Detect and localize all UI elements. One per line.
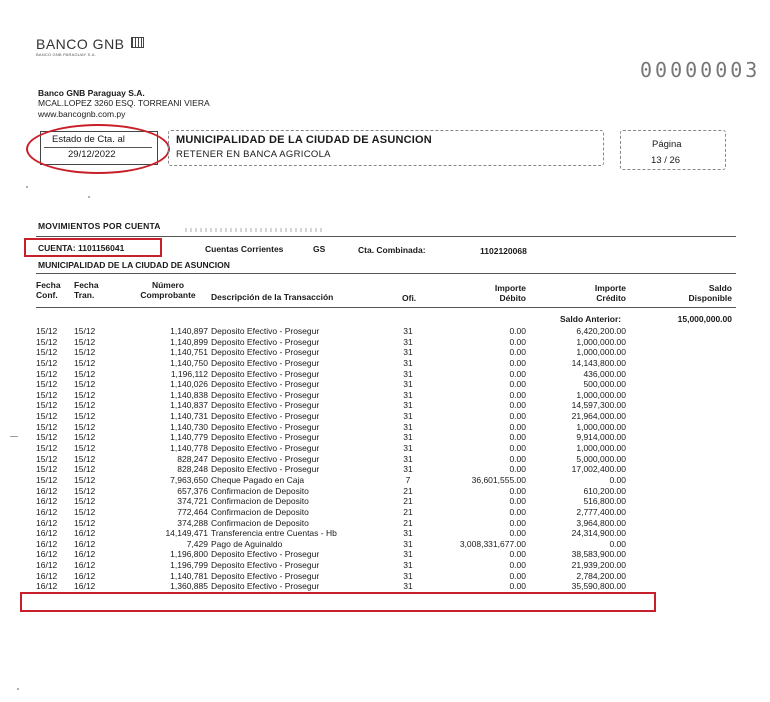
table-row: [0, 369, 770, 380]
table-row: [0, 496, 770, 507]
cell-importe-credito: 1,000,000.00: [576, 336, 626, 347]
col-header-line: Conf.: [36, 290, 58, 300]
col-header-fecha-tran: [74, 280, 99, 300]
cell-importe-debito: 0.00: [509, 389, 526, 400]
cell-oficina: 31: [403, 528, 413, 539]
cell-descripcion: Confirmacion de Deposito: [211, 485, 309, 496]
table-row: [0, 571, 770, 582]
bank-name: Banco GNB Paraguay S.A.: [38, 88, 145, 98]
cell-importe-credito: 516,800.00: [583, 496, 626, 507]
red-circle-annotation: [26, 124, 170, 174]
cell-importe-credito: 35,590,800.00: [571, 581, 626, 592]
cell-importe-credito: 14,597,300.00: [571, 400, 626, 411]
cell-fecha-conf: 15/12: [36, 453, 58, 464]
cell-fecha-conf: 16/12: [36, 581, 58, 592]
cell-numero-comprobante: 772,464: [177, 506, 208, 517]
cell-importe-debito: 0.00: [509, 570, 526, 581]
cell-oficina: 31: [403, 570, 413, 581]
cell-importe-credito: 1,000,000.00: [576, 347, 626, 358]
table-row: [0, 422, 770, 433]
col-header-credito: [540, 283, 626, 303]
cell-oficina: 31: [403, 453, 413, 464]
statement-date: 29/12/2022: [68, 149, 116, 160]
cell-fecha-tran: 15/12: [74, 421, 96, 432]
transactions-table: [0, 326, 770, 592]
cell-importe-debito: 0.00: [509, 453, 526, 464]
cell-importe-credito: 610,200.00: [583, 485, 626, 496]
cell-numero-comprobante: 1,140,899: [170, 336, 208, 347]
cell-descripcion: Deposito Efectivo - Prosegur: [211, 389, 320, 400]
table-row: [0, 347, 770, 358]
cell-oficina: 31: [403, 432, 413, 443]
cell-oficina: 31: [403, 336, 413, 347]
cell-importe-debito: 0.00: [509, 485, 526, 496]
client-subtitle: RETENER EN BANCA AGRICOLA: [176, 149, 331, 160]
table-row: [0, 400, 770, 411]
cell-descripcion: Cheque Pagado en Caja: [211, 474, 305, 485]
cell-oficina: 31: [403, 400, 413, 411]
table-row: [0, 358, 770, 369]
cell-fecha-tran: 16/12: [74, 528, 96, 539]
col-header-saldo: [650, 283, 732, 303]
col-header-ofi: Ofi.: [402, 293, 417, 303]
cell-importe-debito: 0.00: [509, 443, 526, 454]
col-header-line: Disponible: [688, 293, 732, 303]
col-header-line: Comprobante: [140, 290, 196, 300]
cell-numero-comprobante: 1,140,751: [170, 347, 208, 358]
cell-oficina: 21: [403, 485, 413, 496]
col-header-descripcion: Descripción de la Transacción: [211, 292, 334, 302]
cell-fecha-tran: 15/12: [74, 464, 96, 475]
cell-fecha-conf: 16/12: [36, 549, 58, 560]
cell-oficina: 31: [403, 326, 413, 336]
cell-fecha-conf: 15/12: [36, 336, 58, 347]
statement-date-label: Estado de Cta. al: [52, 134, 125, 145]
cell-oficina: 31: [403, 368, 413, 379]
cell-fecha-tran: 15/12: [74, 506, 96, 517]
cell-importe-credito: 500,000.00: [583, 379, 626, 390]
cell-oficina: 31: [403, 443, 413, 454]
table-row: [0, 464, 770, 475]
cell-oficina: 31: [403, 379, 413, 390]
cell-numero-comprobante: 7,429: [186, 538, 208, 549]
cell-fecha-conf: 16/12: [36, 517, 58, 528]
cell-importe-credito: 1,000,000.00: [576, 421, 626, 432]
cell-importe-credito: 3,964,800.00: [576, 517, 626, 528]
col-header-line: Importe: [594, 283, 626, 293]
cell-fecha-tran: 16/12: [74, 538, 96, 549]
cell-fecha-conf: 15/12: [36, 474, 58, 485]
cell-numero-comprobante: 7,963,650: [170, 474, 208, 485]
cell-importe-credito: 2,784,200.00: [576, 570, 626, 581]
cell-descripcion: Deposito Efectivo - Prosegur: [211, 453, 320, 464]
cell-descripcion: Pago de Aguinaldo: [211, 538, 283, 549]
cell-oficina: 31: [403, 560, 413, 571]
col-header-line: Saldo: [708, 283, 732, 293]
table-row: [0, 454, 770, 465]
cell-descripcion: Deposito Efectivo - Prosegur: [211, 560, 320, 571]
cell-importe-debito: 0.00: [509, 326, 526, 336]
account-type: Cuentas Corrientes: [205, 244, 284, 254]
cell-numero-comprobante: 1,140,838: [170, 389, 208, 400]
cell-importe-credito: 17,002,400.00: [571, 464, 626, 475]
cell-importe-debito: 0.00: [509, 581, 526, 592]
cell-fecha-conf: 15/12: [36, 443, 58, 454]
table-row: [0, 411, 770, 422]
page-number: 13 / 26: [651, 155, 681, 166]
cell-numero-comprobante: 657,376: [177, 485, 208, 496]
table-row: [0, 486, 770, 497]
table-row: [0, 528, 770, 539]
cell-descripcion: Confirmacion de Deposito: [211, 496, 309, 507]
cell-descripcion: Deposito Efectivo - Prosegur: [211, 368, 320, 379]
cell-importe-credito: 5,000,000.00: [576, 453, 626, 464]
col-header-line: Número: [151, 280, 185, 290]
cell-descripcion: Deposito Efectivo - Prosegur: [211, 347, 320, 358]
cell-numero-comprobante: 374,288: [177, 517, 208, 528]
cell-descripcion: Deposito Efectivo - Prosegur: [211, 549, 320, 560]
cell-oficina: 31: [403, 347, 413, 358]
cell-fecha-conf: 15/12: [36, 464, 58, 475]
col-header-line: Fecha: [36, 280, 61, 290]
cell-fecha-conf: 15/12: [36, 432, 58, 443]
cell-numero-comprobante: 374,721: [177, 496, 208, 507]
cell-importe-debito: 3,008,331,677.00: [459, 538, 526, 549]
cell-descripcion: Confirmacion de Deposito: [211, 517, 309, 528]
cell-descripcion: Deposito Efectivo - Prosegur: [211, 570, 320, 581]
cell-importe-debito: 0.00: [509, 411, 526, 422]
cell-descripcion: Deposito Efectivo - Prosegur: [211, 443, 320, 454]
cell-fecha-tran: 15/12: [74, 379, 96, 390]
account-currency: GS: [313, 244, 326, 254]
cell-importe-debito: 36,601,555.00: [471, 474, 526, 485]
cell-fecha-conf: 15/12: [36, 379, 58, 390]
table-row: [0, 539, 770, 550]
col-header-debito: [440, 283, 526, 303]
cell-fecha-conf: 15/12: [36, 389, 58, 400]
table-row: [0, 581, 770, 592]
cell-importe-debito: 0.00: [509, 347, 526, 358]
cell-fecha-conf: 16/12: [36, 496, 58, 507]
cell-fecha-tran: 16/12: [74, 560, 96, 571]
cell-fecha-tran: 15/12: [74, 400, 96, 411]
cell-oficina: 31: [403, 549, 413, 560]
cell-oficina: 31: [403, 538, 413, 549]
cell-importe-debito: 0.00: [509, 496, 526, 507]
cell-numero-comprobante: 1,196,799: [170, 560, 208, 571]
cell-importe-credito: 14,143,800.00: [571, 357, 626, 368]
cell-oficina: 31: [403, 357, 413, 368]
cell-fecha-tran: 15/12: [74, 496, 96, 507]
cell-descripcion: Deposito Efectivo - Prosegur: [211, 357, 320, 368]
table-row: [0, 443, 770, 454]
red-box-annotation-row: [20, 592, 656, 612]
cell-fecha-tran: 15/12: [74, 326, 96, 336]
bank-logo-sub: BANCO GNB PARAGUAY S.A.: [36, 52, 96, 57]
cell-fecha-conf: 15/12: [36, 326, 58, 336]
cell-importe-debito: 0.00: [509, 560, 526, 571]
bank-logo-text: BANCO GNB: [36, 36, 125, 52]
cell-numero-comprobante: 828,248: [177, 464, 208, 475]
cell-fecha-conf: 15/12: [36, 368, 58, 379]
table-row: [0, 549, 770, 560]
cell-numero-comprobante: 1,140,750: [170, 357, 208, 368]
scan-smudge: [185, 228, 325, 232]
cell-fecha-tran: 16/12: [74, 549, 96, 560]
cell-descripcion: Deposito Efectivo - Prosegur: [211, 432, 320, 443]
cell-descripcion: Deposito Efectivo - Prosegur: [211, 336, 320, 347]
cell-fecha-conf: 16/12: [36, 506, 58, 517]
cell-fecha-tran: 15/12: [74, 357, 96, 368]
cell-numero-comprobante: 1,140,897: [170, 326, 208, 336]
cell-importe-debito: 0.00: [509, 549, 526, 560]
cell-fecha-tran: 15/12: [74, 347, 96, 358]
divider: [36, 307, 736, 308]
cell-oficina: 31: [403, 421, 413, 432]
cell-descripcion: Deposito Efectivo - Prosegur: [211, 326, 320, 336]
table-row: [0, 390, 770, 401]
cell-importe-debito: 0.00: [509, 357, 526, 368]
bank-logo: [36, 36, 144, 52]
account-holder: MUNICIPALIDAD DE LA CIUDAD DE ASUNCION: [38, 260, 230, 270]
cell-importe-debito: 0.00: [509, 432, 526, 443]
bank-logo-mark-icon: [131, 37, 144, 48]
cell-fecha-tran: 15/12: [74, 432, 96, 443]
cell-importe-credito: 6,420,200.00: [576, 326, 626, 336]
combined-account-value: 1102120068: [480, 246, 527, 256]
col-header-line: Tran.: [74, 290, 95, 300]
table-row: [0, 379, 770, 390]
cell-numero-comprobante: 1,140,837: [170, 400, 208, 411]
table-row: [0, 507, 770, 518]
cell-importe-credito: 436,000.00: [583, 368, 626, 379]
cell-numero-comprobante: 1,140,781: [170, 570, 208, 581]
cell-oficina: 21: [403, 496, 413, 507]
cell-descripcion: Transferencia entre Cuentas - Hb: [211, 528, 337, 539]
cell-fecha-conf: 15/12: [36, 400, 58, 411]
cell-fecha-conf: 16/12: [36, 560, 58, 571]
cell-fecha-tran: 16/12: [74, 581, 96, 592]
cell-numero-comprobante: 828,247: [177, 453, 208, 464]
cell-fecha-conf: 15/12: [36, 347, 58, 358]
cell-fecha-tran: 15/12: [74, 368, 96, 379]
cell-importe-credito: 24,314,900.00: [571, 528, 626, 539]
section-title: MOVIMIENTOS POR CUENTA: [38, 221, 161, 231]
cell-numero-comprobante: 1,140,730: [170, 421, 208, 432]
cell-numero-comprobante: 1,196,800: [170, 549, 208, 560]
cell-importe-debito: 0.00: [509, 506, 526, 517]
document-number: 00000003: [640, 58, 761, 82]
cell-oficina: 31: [403, 464, 413, 475]
cell-fecha-tran: 15/12: [74, 389, 96, 400]
table-row: [0, 432, 770, 443]
cell-numero-comprobante: 1,140,779: [170, 432, 208, 443]
table-row: [0, 518, 770, 529]
saldo-anterior-label: Saldo Anterior:: [560, 314, 622, 324]
cell-oficina: 7: [405, 474, 411, 485]
table-row: [0, 337, 770, 348]
cell-importe-debito: 0.00: [509, 528, 526, 539]
cell-fecha-conf: 15/12: [36, 421, 58, 432]
cell-importe-debito: 0.00: [509, 421, 526, 432]
cell-descripcion: Confirmacion de Deposito: [211, 506, 309, 517]
divider: [36, 273, 736, 274]
table-row: [0, 326, 770, 337]
client-name: MUNICIPALIDAD DE LA CIUDAD DE ASUNCION: [176, 134, 432, 146]
cell-importe-debito: 0.00: [509, 379, 526, 390]
cell-numero-comprobante: 14,149,471: [165, 528, 208, 539]
cell-numero-comprobante: 1,140,778: [170, 443, 208, 454]
col-header-line: Fecha: [74, 280, 99, 290]
cell-fecha-conf: 16/12: [36, 538, 58, 549]
col-header-line: Crédito: [596, 293, 626, 303]
col-header-numero: [128, 280, 208, 300]
cell-importe-credito: 21,964,000.00: [571, 411, 626, 422]
cell-fecha-tran: 15/12: [74, 517, 96, 528]
cell-importe-credito: 1,000,000.00: [576, 389, 626, 400]
cell-importe-debito: 0.00: [509, 517, 526, 528]
cell-importe-credito: 38,583,900.00: [571, 549, 626, 560]
cell-fecha-conf: 16/12: [36, 570, 58, 581]
account-number: CUENTA: 1101156041: [38, 243, 125, 253]
cell-descripcion: Deposito Efectivo - Prosegur: [211, 411, 320, 422]
cell-fecha-conf: 15/12: [36, 411, 58, 422]
cell-oficina: 31: [403, 411, 413, 422]
cell-numero-comprobante: 1,140,731: [170, 411, 208, 422]
cell-importe-debito: 0.00: [509, 400, 526, 411]
divider: [36, 236, 736, 237]
cell-fecha-tran: 15/12: [74, 443, 96, 454]
cell-fecha-tran: 15/12: [74, 336, 96, 347]
cell-fecha-conf: 16/12: [36, 528, 58, 539]
scan-speck: [10, 436, 18, 437]
combined-account-label: Cta. Combinada:: [358, 245, 426, 255]
cell-fecha-conf: 16/12: [36, 485, 58, 496]
cell-fecha-tran: 15/12: [74, 474, 96, 485]
cell-fecha-tran: 15/12: [74, 485, 96, 496]
cell-importe-credito: 0.00: [609, 538, 626, 549]
cell-numero-comprobante: 1,360,885: [170, 581, 208, 592]
scan-speck: [17, 688, 19, 690]
cell-importe-credito: 21,939,200.00: [571, 560, 626, 571]
cell-oficina: 21: [403, 517, 413, 528]
cell-importe-credito: 2,777,400.00: [576, 506, 626, 517]
scan-speck: [26, 186, 28, 188]
cell-importe-debito: 0.00: [509, 368, 526, 379]
cell-importe-credito: 9,914,000.00: [576, 432, 626, 443]
cell-fecha-tran: 15/12: [74, 411, 96, 422]
cell-numero-comprobante: 1,140,026: [170, 379, 208, 390]
cell-importe-credito: 0.00: [609, 474, 626, 485]
cell-importe-debito: 0.00: [509, 336, 526, 347]
cell-oficina: 21: [403, 506, 413, 517]
cell-descripcion: Deposito Efectivo - Prosegur: [211, 464, 320, 475]
cell-fecha-tran: 16/12: [74, 570, 96, 581]
cell-fecha-tran: 15/12: [74, 453, 96, 464]
cell-importe-credito: 1,000,000.00: [576, 443, 626, 454]
cell-importe-debito: 0.00: [509, 464, 526, 475]
col-header-fecha-conf: [36, 280, 61, 300]
scan-speck: [88, 196, 90, 198]
bank-website: www.bancognb.com.py: [38, 109, 126, 119]
saldo-anterior-value: 15,000,000.00: [677, 314, 732, 324]
bank-address: MCAL.LOPEZ 3260 ESQ. TORREANI VIERA: [38, 98, 210, 108]
cell-fecha-conf: 15/12: [36, 357, 58, 368]
cell-oficina: 31: [403, 389, 413, 400]
page-label: Página: [652, 139, 682, 150]
table-row: [0, 475, 770, 486]
cell-oficina: 31: [403, 581, 413, 592]
cell-descripcion: Deposito Efectivo - Prosegur: [211, 421, 320, 432]
col-header-line: Débito: [499, 293, 526, 303]
cell-descripcion: Deposito Efectivo - Prosegur: [211, 581, 320, 592]
col-header-line: Importe: [494, 283, 526, 293]
cell-descripcion: Deposito Efectivo - Prosegur: [211, 379, 320, 390]
cell-numero-comprobante: 1,196,112: [170, 368, 208, 379]
table-row: [0, 560, 770, 571]
cell-descripcion: Deposito Efectivo - Prosegur: [211, 400, 320, 411]
